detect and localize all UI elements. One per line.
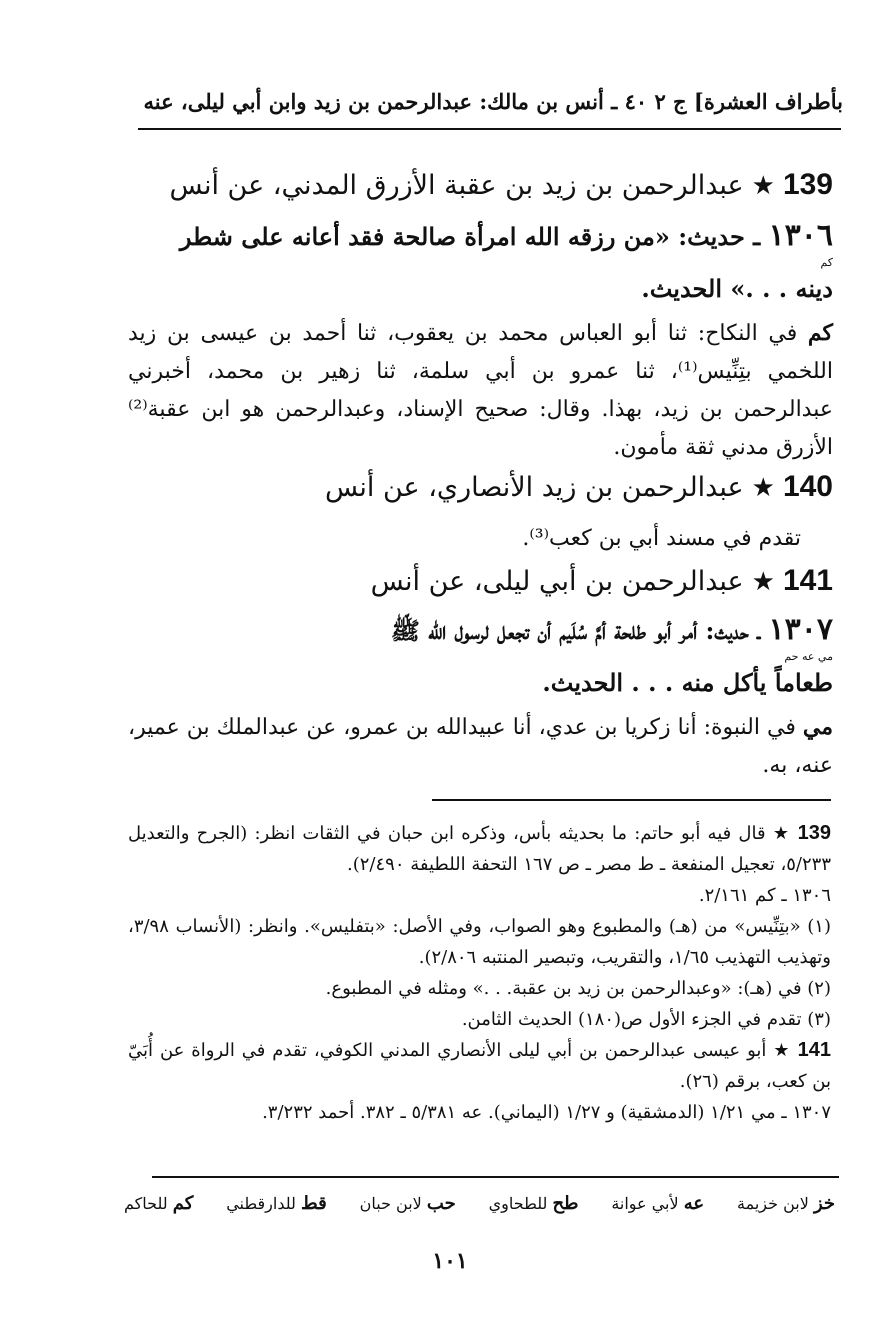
footnotes: [128, 818, 831, 1128]
star-icon: ★: [751, 567, 775, 597]
entry-number: 140: [782, 470, 833, 503]
star-icon: ★: [751, 473, 775, 503]
body-140: تقدم في مسند أبي بن كعب⁽³⁾.: [522, 526, 801, 551]
legend-item: طح للطحاوي: [488, 1193, 579, 1214]
hadith-number: ١٣٠٦: [768, 218, 833, 253]
hadith-siglum: مي عه حم: [784, 650, 833, 663]
legend-item: خز لابن خزيمة: [737, 1193, 835, 1214]
footnote-139: [128, 818, 831, 880]
legend-item: حب لابن حبان: [359, 1193, 456, 1214]
entry-141-heading: [128, 558, 833, 605]
body-text: في النكاح: ثنا أبو العباس محمد بن يعقوب، ثنا أحمد بن عيسى بن زيد اللخمي بتِنِّيس⁽¹⁾، ثنا عمرو بن أبي سلمة، ثنا زهير بن محمد، أخبرني عبدالرحمن بن زيد، بهذا. وقال: صحيح الإسناد، وعبدالرحمن هو ابن عقبة⁽²⁾ الأزرق مدني ثقة مأمون.: [128, 321, 834, 460]
page-number: ١٠١: [432, 1248, 468, 1274]
footnote-1: (١) «بتِنِّيس» من (هـ) والمطبوع وهو الصواب، وفي الأصل: «بتفليس». وانظر: (الأنساب ٣/٩٨، وتهذيب التهذيب ١/٦٥، والتقريب، وتبصير المنتبه ٢/٨٠٦).: [128, 916, 831, 968]
footnote-2: (٢) في (هـ): «وعبدالرحمن بن زيد بن عقبة. . .» ومثله في المطبوع.: [325, 978, 831, 999]
hadith-text-line1: ـ حديث: «من رزقه الله امرأة صالحة فقد أعانه على شطر: [179, 222, 761, 251]
source-siglum: مي: [802, 714, 834, 740]
body-text: في النبوة: أنا زكريا بن عدي، أنا عبيدالله بن عمرو، عن عبدالملك بن عمير، عنه، به.: [128, 715, 833, 778]
footnote-3: (٣) تقدم في الجزء الأول ص(١٨٠) الحديث الثامن.: [461, 1009, 831, 1030]
hadith-text-line2: طعاماً يأكل منه . . . الحديث.: [542, 668, 833, 697]
entry-139-heading: [128, 162, 833, 209]
star-icon: ★: [773, 1040, 791, 1061]
hadith-text-line1: ـ حديث: أمر أبو طلحة أمَّ سُلَيم أن تجعل لرسول الله ﷺ: [390, 616, 761, 645]
footnote-rule: [432, 799, 831, 801]
abbreviation-legend: [124, 1186, 835, 1222]
entry-title: عبدالرحمن بن أبي ليلى، عن أنس: [370, 566, 744, 597]
footnote-1306: ١٣٠٦ ـ كم ٢/١٦١.: [698, 885, 831, 906]
hadith-text-line2: دينه . . .» الحديث.: [641, 274, 833, 303]
star-icon: ★: [751, 171, 775, 201]
entry-title: عبدالرحمن بن زيد الأنصاري، عن أنس: [324, 472, 744, 503]
hadith-number: ١٣٠٧: [768, 612, 833, 647]
header-rule: [138, 128, 841, 130]
footnote-number: 141: [797, 1039, 831, 1061]
footnote-text: قال فيه أبو حاتم: ما بحديثه بأس، وذكره ابن حبان في الثقات انظر: (الجرح والتعديل ٥/٢٣٣، تعجيل المنفعة ـ ط مصر ـ ص ١٦٧ التحفة اللطيفة ٢/٤٩٠).: [128, 823, 831, 875]
source-siglum: كم: [807, 320, 834, 346]
running-head: بأطراف العشرة] ج ٢ ٤٠ ـ أنس بن مالك: عبدالرحمن بن زيد وابن أبي ليلى، عنه: [143, 89, 843, 114]
footnote-text: أبو عيسى عبدالرحمن بن أبي ليلى الأنصاري المدني الكوفي، تقدم في الرواة عن أُبَيّ بن كعب، برقم (٢٦).: [128, 1040, 831, 1092]
footnote-141: [128, 1035, 831, 1097]
legend-item: قط للدارقطني: [226, 1193, 327, 1214]
legend-rule: [152, 1176, 839, 1178]
body-1306: [128, 314, 833, 467]
entry-140-heading: [128, 464, 833, 511]
entry-title: عبدالرحمن بن زيد بن عقبة الأزرق المدني، عن أنس: [169, 170, 744, 201]
legend-item: عه لأبي عوانة: [611, 1193, 705, 1214]
hadith-1306: [128, 216, 833, 309]
entry-number: 141: [782, 564, 833, 597]
hadith-siglum: كم: [820, 256, 833, 269]
star-icon: ★: [772, 823, 791, 844]
legend-item: كم للحاكم: [124, 1193, 194, 1214]
footnote-number: 139: [797, 822, 831, 844]
footnote-1307: ١٣٠٧ ـ مي ١/٢١ (الدمشقية) و ١/٢٧ (اليماني). عه ٥/٣٨١ ـ ٣٨٢. أحمد ٣/٢٣٢.: [262, 1102, 831, 1123]
hadith-1307: [128, 610, 833, 703]
body-1307: [128, 708, 833, 785]
entry-number: 139: [782, 168, 833, 201]
